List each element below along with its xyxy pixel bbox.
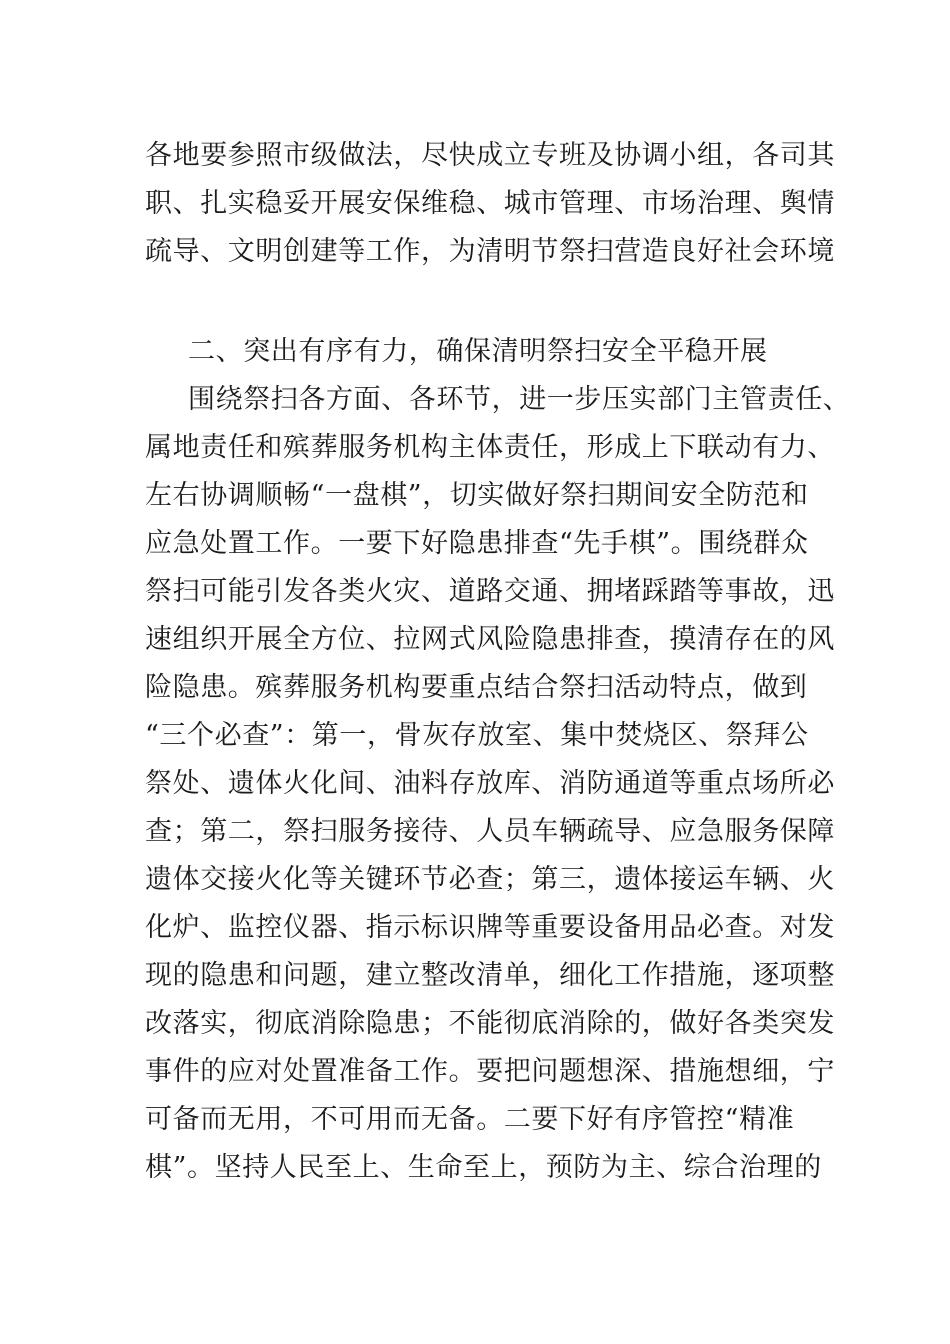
paragraph-line: 棋”。坚持人民至上、生命至上，预防为主、综合治理的 bbox=[145, 1152, 822, 1183]
paragraph-line: 各地要参照市级做法，尽快成立专班及协调小组，各司其 bbox=[145, 140, 835, 171]
paragraph-line: 左右协调顺畅“一盘棋”，切实做好祭扫期间安全防范和 bbox=[145, 480, 809, 511]
section-heading: 二、突出有序有力，确保清明祭扫安全平稳开展 bbox=[188, 336, 768, 367]
paragraph-line: 遗体交接火化等关键环节必查；第三，遗体接运车辆、火 bbox=[145, 864, 835, 895]
paragraph-line: 应急处置工作。一要下好隐患排查“先手棋”。围绕群众 bbox=[145, 528, 809, 559]
paragraph-line: 祭处、遗体火化间、油料存放库、消防通道等重点场所必 bbox=[145, 768, 835, 799]
paragraph-line: 改落实，彻底消除隐患；不能彻底消除的，做好各类突发 bbox=[145, 1008, 835, 1039]
paragraph-line: 现的隐患和问题，建立整改清单，细化工作措施，逐项整 bbox=[145, 960, 835, 991]
paragraph-line: 属地责任和殡葬服务机构主体责任，形成上下联动有力、 bbox=[145, 432, 835, 463]
paragraph-line: 职、扎实稳妥开展安保维稳、城市管理、市场治理、舆情 bbox=[145, 188, 835, 219]
paragraph-line: 事件的应对处置准备工作。要把问题想深、措施想细，宁 bbox=[145, 1056, 835, 1087]
paragraph-line: 化炉、监控仪器、指示标识牌等重要设备用品必查。对发 bbox=[145, 912, 835, 943]
paragraph-line: 围绕祭扫各方面、各环节，进一步压实部门主管责任、 bbox=[188, 384, 851, 415]
paragraph-line: 速组织开展全方位、拉网式风险隐患排查，摸清存在的风 bbox=[145, 624, 835, 655]
paragraph-line: 疏导、文明创建等工作，为清明节祭扫营造良好社会环境 bbox=[145, 236, 835, 267]
paragraph-line: “三个必查”：第一，骨灰存放室、集中焚烧区、祭拜公 bbox=[145, 720, 809, 751]
paragraph-line: 查；第二，祭扫服务接待、人员车辆疏导、应急服务保障 bbox=[145, 816, 835, 847]
paragraph-line: 可备而无用，不可用而无备。二要下好有序管控“精准 bbox=[145, 1104, 795, 1135]
paragraph-line: 祭扫可能引发各类火灾、道路交通、拥堵踩踏等事故，迅 bbox=[145, 576, 835, 607]
paragraph-line: 险隐患。殡葬服务机构要重点结合祭扫活动特点，做到 bbox=[145, 672, 808, 703]
